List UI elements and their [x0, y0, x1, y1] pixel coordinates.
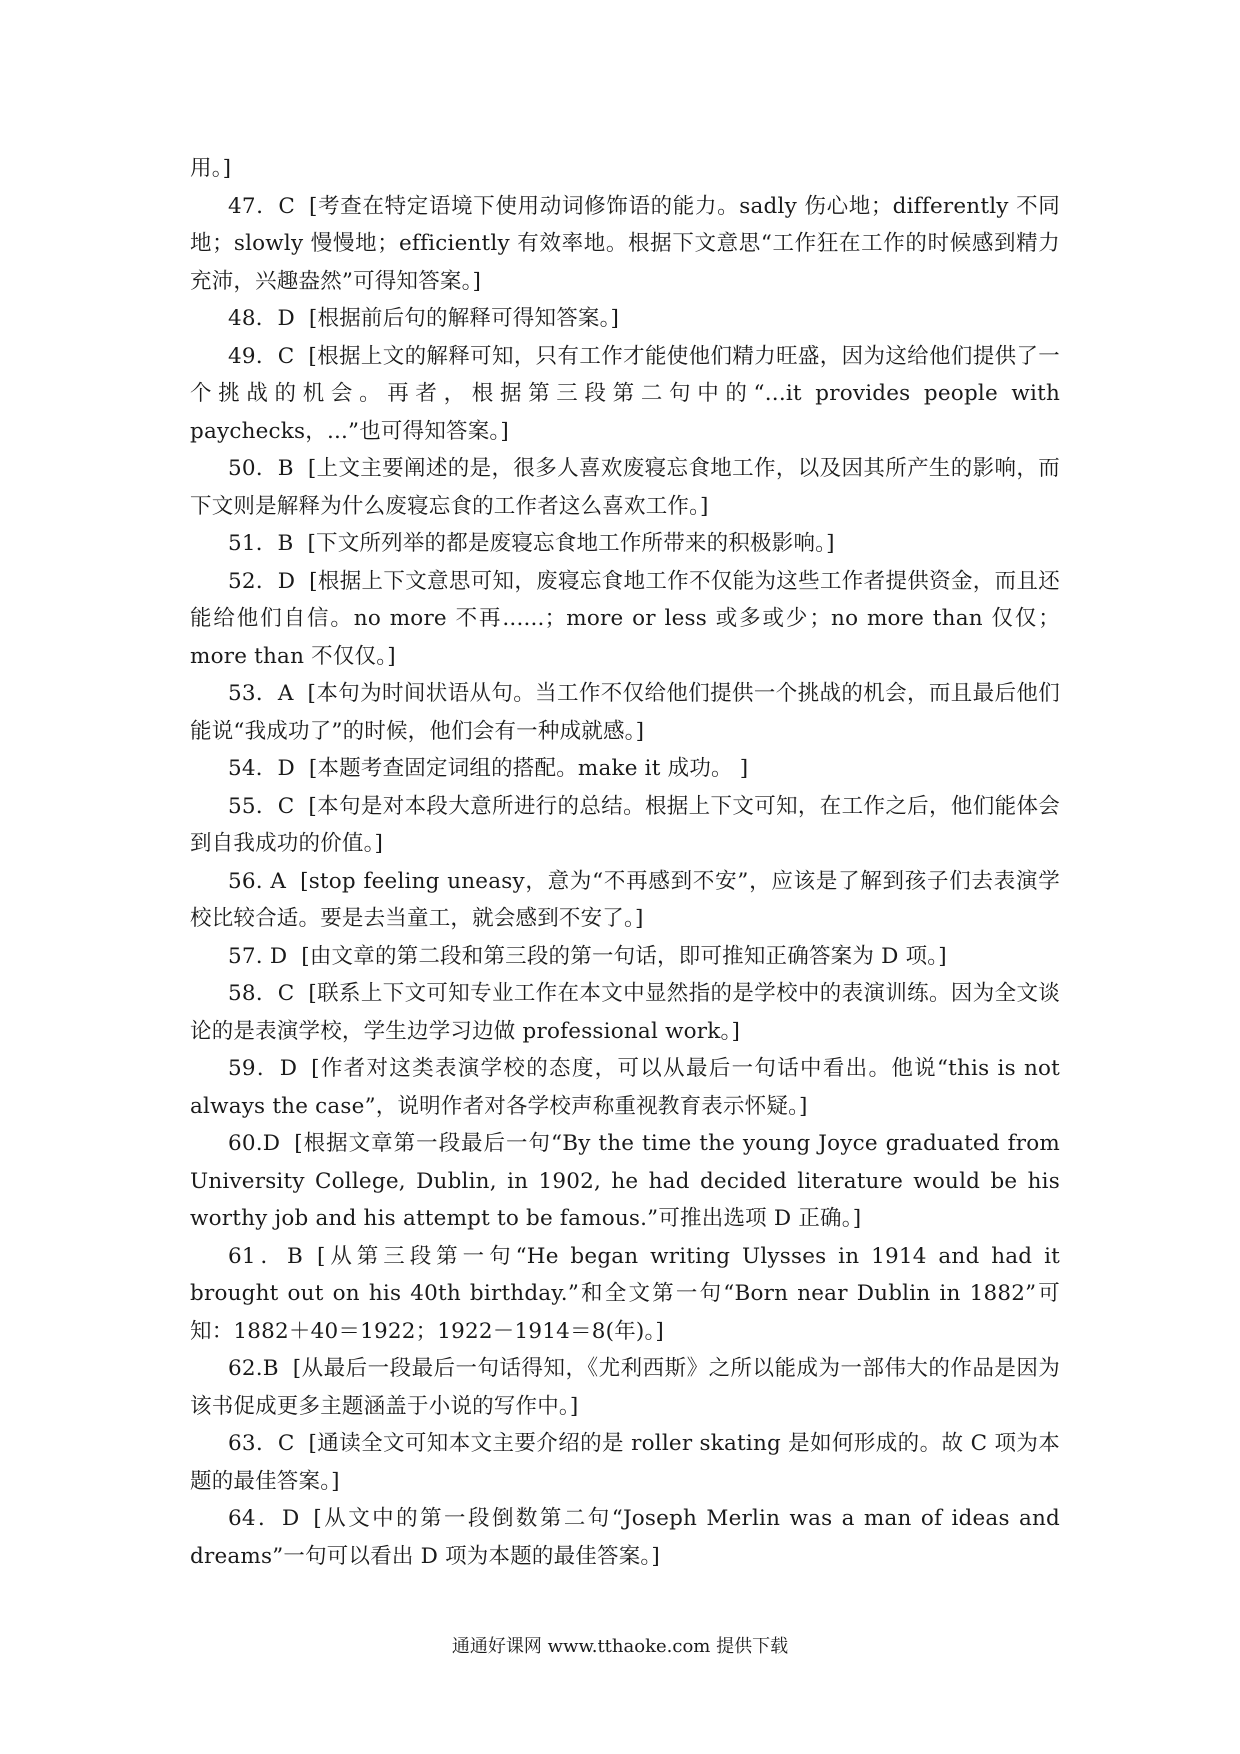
- explanation-text: [stop feeling uneasy，意为“不再感到不安”，应该是了解到孩子们去表演学校比较合适。要是去当童工，就会感到不安了。]: [190, 868, 1060, 931]
- explanation-text: [根据文章第一段最后一句“By the time the young Joyce graduated from University College, Dublin, in 1902, he had decided literature would be his worthy job and his attempt to be famous.”可推出选项 D 正确。]: [190, 1131, 1060, 1231]
- explanation-text: [考查在特定语境下使用动词修饰语的能力。sadly 伤心地；differently 不同地；slowly 慢慢地；efficiently 有效率地。根据下文意思“工作狂在工作的时候感到精力充沛，兴趣盎然”可得知答案。]: [190, 193, 1060, 294]
- answer-entry: [190, 863, 1060, 938]
- entry-list: [190, 188, 1060, 1576]
- explanation-text: [联系上下文可知专业工作在本文中显然指的是学校中的表演训练。因为全文谈论的是表演学校，学生边学习边做 professional work。]: [190, 981, 1060, 1044]
- question-number: 50．B: [228, 456, 294, 481]
- continued-text: 用。]: [190, 156, 232, 181]
- explanation-text: [本句为时间状语从句。当工作不仅给他们提供一个挑战的机会，而且最后他们能说“我成功了”的时候，他们会有一种成就感。]: [190, 681, 1060, 744]
- answer-entry: [190, 938, 1060, 976]
- answer-entry: [190, 788, 1060, 863]
- answer-entry: [190, 338, 1060, 451]
- answer-entry: [190, 675, 1060, 750]
- question-number: 56. A: [228, 868, 287, 894]
- question-number: 49．C: [228, 343, 295, 369]
- answer-entry: [190, 450, 1060, 525]
- question-number: 53．A: [228, 681, 294, 706]
- answer-entry: [190, 1500, 1060, 1575]
- question-number: 52．D: [228, 568, 296, 594]
- explanation-text: [由文章的第二段和第三段的第一句话，即可推知正确答案为 D 项。]: [301, 943, 947, 969]
- explanation-text: [上文主要阐述的是，很多人喜欢废寝忘食地工作，以及因其所产生的影响，而下文则是解释为什么废寝忘食的工作者这么喜欢工作。]: [190, 456, 1060, 519]
- question-number: 55．C: [228, 793, 295, 819]
- answer-entry: [190, 1125, 1060, 1238]
- explanation-text: [根据前后句的解释可得知答案。]: [308, 306, 620, 331]
- explanation-text: [从文中的第一段倒数第二句“Joseph Merlin was a man of ideas and dreams”一句可以看出 D 项为本题的最佳答案。]: [190, 1506, 1060, 1569]
- question-number: 59．D: [228, 1056, 298, 1081]
- question-number: 54．D: [228, 756, 295, 781]
- answer-entry: [190, 525, 1060, 563]
- explanation-text: [作者对这类表演学校的态度，可以从最后一句话中看出。他说“this is not always the case”，说明作者对各学校声称重视教育表示怀疑。]: [190, 1056, 1060, 1119]
- question-number: 61．B: [228, 1243, 303, 1269]
- question-number: 58．C: [228, 981, 295, 1006]
- question-number: 57. D: [228, 943, 288, 969]
- explanation-text: [根据上下文意思可知，废寝忘食地工作不仅能为这些工作者提供资金，而且还能给他们自信。no more 不再......；more or less 或多或少；no more than 仅仅；more than 不仅仅。]: [190, 568, 1060, 669]
- question-number: 47．C: [228, 193, 296, 219]
- answer-entry: [190, 1050, 1060, 1125]
- answer-entry: [190, 750, 1060, 788]
- explanation-text: [从最后一段最后一句话得知，《尤利西斯》之所以能成为一部伟大的作品是因为该书促成更多主题涵盖于小说的写作中。]: [190, 1356, 1060, 1419]
- answer-entry: [190, 1238, 1060, 1351]
- explanation-text: [从第三段第一句“He began writing Ulysses in 1914 and had it brought out on his 40th birthday.”和全文第一句“Born near Dublin in 1882”可知：1882＋40＝1922；1922－1914＝8(年)。]: [190, 1243, 1060, 1344]
- explanation-text: [本句是对本段大意所进行的总结。根据上下文可知，在工作之后，他们能体会到自我成功的价值。]: [190, 793, 1060, 856]
- answer-entry: [190, 188, 1060, 301]
- answer-explanations: [190, 150, 1060, 1575]
- answer-entry: [190, 300, 1060, 338]
- explanation-text: [通读全文可知本文主要介绍的是 roller skating 是如何形成的。故 C 项为本题的最佳答案。]: [190, 1431, 1060, 1494]
- answer-entry: [190, 1350, 1060, 1425]
- question-number: 63．C: [228, 1431, 295, 1456]
- answer-entry: [190, 1425, 1060, 1500]
- question-number: 48．D: [228, 306, 295, 331]
- explanation-text: [根据上文的解释可知，只有工作才能使他们精力旺盛，因为这给他们提供了一个挑战的机会。再者，根据第三段第二句中的“...it provides people with paychecks，...”也可得知答案。]: [190, 343, 1060, 444]
- question-number: 64．D: [228, 1506, 300, 1531]
- question-number: 60.D: [228, 1131, 281, 1156]
- explanation-text: [下文所列举的都是废寝忘食地工作所带来的积极影响。]: [307, 531, 835, 556]
- answer-entry: [190, 975, 1060, 1050]
- question-number: 51．B: [228, 531, 294, 556]
- page-footer: 通通好课网 www.tthaoke.com 提供下载: [451, 1636, 789, 1657]
- answer-entry: [190, 563, 1060, 676]
- question-number: 62.B: [228, 1356, 279, 1381]
- explanation-text: [本题考查固定词组的搭配。make it 成功。 ]: [308, 756, 749, 781]
